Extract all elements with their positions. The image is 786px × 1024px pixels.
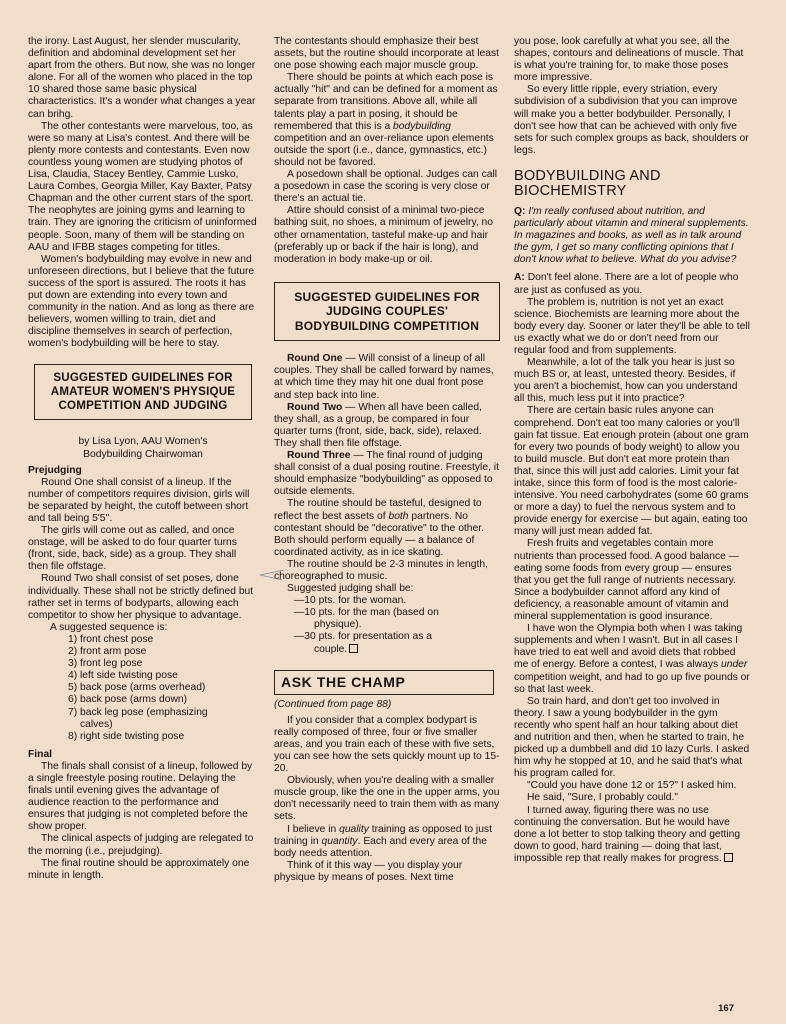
text-run: I believe in — [287, 823, 340, 835]
answer-paragraph: He said, "Sure, I probably could." — [527, 792, 678, 804]
continued-note: (Continued from page 88) — [274, 698, 392, 710]
column-1 — [28, 36, 258, 882]
round-one-paragraph — [274, 353, 500, 401]
routine-tasteful-paragraph — [274, 498, 500, 558]
pose-paragraph: So every little ripple, every striation, every subdivision of a subdivision that you can improve will make you a better bodybuilder. Personally, I don't see how that can be achieved with only five sets for such complex groups as back, shoulders or legs. — [514, 84, 749, 156]
final-heading: Final — [28, 748, 53, 760]
pose-sequence-list — [28, 634, 258, 743]
text-run: . Each and every area of the body needs attention. — [274, 835, 487, 859]
byline: by Lisa Lyon, AAU Women's Bodybuilding Chairwoman — [78, 436, 208, 460]
column-2 — [274, 36, 500, 884]
column-3 — [514, 36, 750, 865]
round-label: Round One — [287, 353, 343, 365]
round-two-paragraph — [274, 402, 500, 450]
list-item: 3) front leg pose — [68, 658, 143, 670]
points-list — [274, 595, 500, 655]
prejudging-paragraph: Round Two shall consist of set poses, done individually. These shall not be strictly defined but rather set in terms of bodyparts, allowing each competitor to show her physique to advantage. — [28, 573, 254, 621]
list-item: 2) front arm pose — [68, 646, 147, 658]
page-number: 167 — [718, 1003, 734, 1014]
ask-paragraph: Think of it this way — you display your physique by means of poses. Next time — [274, 859, 463, 883]
answer-label: A: — [514, 272, 525, 284]
answer-paragraph: Meanwhile, a lot of the talk you hear is just so much BS or, at least, untested theory. Besides, if you aren't a biochemist, how can you understand all this, much less put it into practice? — [514, 357, 738, 405]
list-item: 6) back pose (arms down) — [68, 694, 188, 706]
text-run: I turned away, figuring there was no use continuing the conversation. But he would have done a lot better to stop talking theory and getting down to good, hard training — doing that last, impossible rep that really makes for progress. — [514, 804, 741, 864]
prejudging-heading: Prejudging — [28, 464, 82, 476]
ask-the-champ-header: ASK THE CHAMP — [274, 670, 494, 695]
list-item: 8) right side twisting pose — [68, 730, 185, 742]
list-item: calves) — [80, 718, 113, 730]
answer-paragraph: Fresh fruits and vegetables contain more nutrients than processed food. A good balance — eating some foods from every group — ensures that you get the full range of nutrients necessary. Since a bodybuilder cannot afford any kind of deficiency, a reasonable amount of vitamin and mineral supplementation is good insurance. — [514, 538, 739, 623]
end-mark-icon — [724, 853, 733, 862]
text-run: There should be points at which each pose is actually "hit" and can be defined for a moment as separate from transitions. Above all, while all talents play a part in posing, it should be remembered that this is a — [274, 72, 498, 132]
question-paragraph — [514, 206, 750, 266]
points-intro: Suggested judging shall be: — [287, 583, 414, 595]
attire-paragraph: Attire should consist of a minimal two-piece bathing suit, no shoes, a minimum of jewelry, no other ornamentation, tasteful make-up and hair (preferably up or back if the hair is long), and moderation in body make-up or oil. — [274, 205, 494, 265]
text-run: I'm really confused about nutrition, and particularly about vitamin and mineral supplements. In magazines and books, as well as in talk around the gym, I get so many conflicting opinions that I don't know what to believe. What do you advise? — [514, 205, 749, 266]
pencil-mark-icon — [256, 568, 286, 582]
list-item — [274, 644, 500, 656]
ask-paragraph: If you consider that a complex bodypart is really composed of three, four or five smaller areas, and you train each of these with five sets, you can see how the sets quickly mount up to 15-20. — [274, 714, 500, 775]
text-run: — Will consist of a lineup of all couples. They shall be called forward by names, at which time they may hit one dual front pose and step back into line. — [274, 353, 494, 401]
text-run: Don't feel alone. There are a lot of people who are just as confused as you. — [514, 272, 739, 296]
text-run: — The final round of judging shall consist of a dual posing routine. Freestyle, it should emphasize "bodybuilding" as opposed to outside elements. — [274, 450, 499, 498]
text-run: competition weight, and had to go up five pounds or so that last week. — [514, 671, 750, 695]
final-paragraph: The finals shall consist of a lineup, followed by a single freestyle posing routine. Delaying the finals until evening gives the advantage of audience reaction to the performance and ensures that judging is not completed before the show proper. — [28, 760, 253, 833]
posedown-paragraph: A posedown shall be optional. Judges can call a posedown in case the scoring is very close or there's an actual tie. — [274, 169, 498, 205]
answer-paragraph — [514, 272, 750, 296]
answer-paragraph: The problem is, nutrition is not yet an exact science. Biochemists are learning more about the body every day. Sooner or later they'll be able to tell us exactly what we do or don't need from our regular food and from supplements. — [514, 296, 750, 356]
end-mark-icon — [349, 644, 358, 653]
text-run: partners. No contestant should be "decorative" to the other. Both should perform equally — a balance of coordinated activity, as in ice skating. — [274, 510, 484, 558]
answer-paragraph: So train hard, and don't get too involved in theory. I saw a young bodybuilder in the gym recently who spent half an hour talking about diet and nutrition and then, when he started to train, he picked up a dumbbell and did 10 lazy Curls. I asked him why he stopped at 10, and he said that's what his program called for. — [514, 695, 750, 780]
emphasis-text: under — [721, 659, 748, 671]
prejudging-paragraph: The girls will come out as called, and once onstage, will be asked to do four quarter turns (front, side, back, side) as a group. They shall then file offstage. — [28, 525, 237, 573]
text-run: couple. — [314, 643, 348, 655]
list-item: 7) back leg pose (emphasizing — [68, 706, 208, 718]
answer-paragraph: There are certain basic rules anyone can comprehend. Don't eat too many calories or you'll gain fat tissue. Eat enough protein (about one gram for every two pounds of body weight) to allow you to build muscle. But don't eat more protein than that, since this will just add calories. Limit your fat intake, since this form of food is the most calorie-intensive. You need carbohydrates (some 60 grams or more a day) to fuel the nervous system and to provide energy for exercise — but again, eating too many will just mean added fat. — [514, 405, 749, 538]
section-heading: BODYBUILDING AND BIOCHEMISTRY — [514, 167, 661, 200]
emphasis-text: quality — [339, 823, 369, 835]
ask-paragraph: Obviously, when you're dealing with a smaller muscle group, like the one in the upper arms, you don't necessarily need to train them with as many sets. — [274, 775, 500, 823]
text-run: The routine should be tasteful, designed to reflect the best assets of — [274, 498, 482, 522]
prejudging-paragraph: Round One shall consist of a lineup. If the number of competitors requires division, girls will be separated by height, the cutoff between short and tall being 5'5''. — [28, 476, 250, 524]
intro-paragraph: the irony. Last August, her slender muscularity, definition and abdominal development set her apart from the others. But now, she was no longer alone. For all of the women who placed in the top 10 shared those same basic physical characteristics. It's a wonder what changes a year can brihg. — [28, 36, 256, 120]
text-run: competition and an over-reliance upon elements outside the sport (i.e., dance, gymnastics, etc.) should not be favored. — [274, 132, 494, 168]
routine-length-paragraph: The routine should be 2-3 minutes in length, choreographed to music. — [274, 558, 488, 582]
text-run: I have won the Olympia both when I was taking supplements and when I wasn't. But in all cases I have tried to eat well and avoid diets that robbed me of energy. Before a contest, I was always — [514, 623, 743, 671]
sequence-intro: A suggested sequence is: — [50, 621, 168, 633]
final-paragraph: The clinical aspects of judging are relegated to the morning (i.e., prejudging). — [28, 833, 254, 857]
intro-paragraph: Women's bodybuilding may evolve in new and unforeseen directions, but I believe that the future success of the sport is assured. The roots it has put down are extending into every town and community in the nation. And as long as there are believers, women willing to train, diet and discipline themselves in search of perfection, women's bodybuilding will be here to stay. — [28, 253, 255, 350]
list-item: —10 pts. for the woman. — [294, 595, 407, 607]
couples-guidelines-box: SUGGESTED GUIDELINES FOR JUDGING COUPLES' BODYBUILDING COMPETITION — [274, 282, 500, 342]
text-run: — When all have been called, they shall, as a group, be compared in four quarter turns (front, side, back, side), relaxed. They shall then file offstage. — [274, 401, 482, 449]
emphasis-text: bodybuilding — [393, 120, 451, 132]
final-paragraph: The final routine should be approximately one minute in length. — [28, 857, 250, 881]
round-three-paragraph — [274, 450, 500, 498]
round-label: Round Two — [287, 401, 343, 413]
list-item: 5) back pose (arms overhead) — [68, 682, 206, 694]
ask-paragraph — [274, 824, 500, 860]
answer-paragraph: "Could you have done 12 or 15?" I asked him. — [527, 780, 737, 792]
routine-paragraph: The contestants should emphasize their best assets, but the routine should incorporate at least one pose showing each major muscle group. — [274, 36, 499, 72]
question-label: Q: — [514, 205, 526, 217]
text-run: training as opposed to just training in — [274, 823, 492, 847]
pose-paragraph: you pose, look carefully at what you see, all the shapes, contours and delineations of muscle. That is what you're training for, to make those poses more impressive. — [514, 36, 744, 84]
routine-paragraph — [274, 72, 500, 169]
round-label: Round Three — [287, 450, 351, 462]
list-item: 4) left side twisting pose — [68, 670, 178, 682]
womens-guidelines-box: SUGGESTED GUIDELINES FOR AMATEUR WOMEN'S PHYSIQUE COMPETITION AND JUDGING — [34, 364, 252, 420]
emphasis-text: quantity — [321, 835, 358, 847]
list-item: —10 pts. for the man (based on — [294, 607, 439, 619]
intro-paragraph: The other contestants were marvelous, too, as were so many at Lisa's contest. And there will be plenty more contests and contestants. Even now countless young women are studying photos of Lisa, Claudia, Stacey Bentley, Cammie Lusko, Laura Combes, Georgia Miller, Kay Baxter, Patsy Chapman and the other current stars of the sport. The neophytes are joining gyms and learning to train. They are ignoring the criticism of uninformed people. Soon, many of them will be standing on AAU and IFBB stages competing for titles. — [28, 120, 257, 253]
list-item: physique). — [314, 619, 362, 631]
list-item: —30 pts. for presentation as a — [294, 631, 432, 643]
answer-paragraph — [514, 623, 750, 696]
emphasis-text: both — [388, 510, 409, 522]
list-item: 1) front chest pose — [68, 633, 154, 645]
answer-paragraph — [514, 805, 750, 865]
